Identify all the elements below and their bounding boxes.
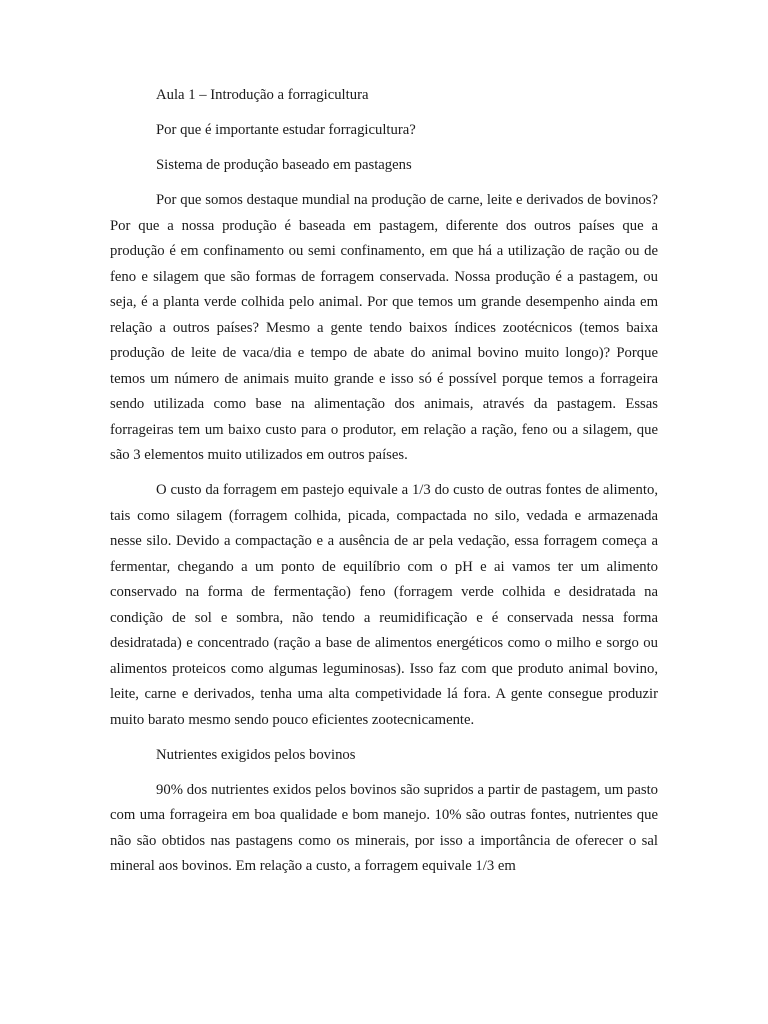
section-heading-pastures: Sistema de produção baseado em pastagens	[156, 157, 412, 173]
paragraph-forage-cost: O custo da forragem em pastejo equivale a 1/3 do custo de outras fontes de alimento, tais como silagem (forragem colhida, picada, compactada no silo, vedada e armazenada nesse silo. Devido a compactação e a ausência de ar pela vedação, essa forragem começa a fermentar, chegando a um ponto de equilíbrio com o pH e ai vamos ter um alimento conservado na forma de fermentação) feno (forragem verde colhida e desidratada na condição de sol e sombra, não tendo a reumidificação e é conservada nessa forma desidratada) e concentrado (ração a base de alimentos energéticos como o milho e sorgo ou alimentos proteicos como algumas leguminosas). Isso faz com que produto animal bovino, leite, carne e derivados, tenha uma alta competividade lá fora. A gente consegue produzir muito barato mesmo sendo pouco eficientes zootecnicamente.	[110, 482, 658, 728]
section-heading-nutrients: Nutrientes exigidos pelos bovinos	[156, 746, 356, 763]
paragraph-nutrients: 90% dos nutrientes exidos pelos bovinos são supridos a partir de pastagem, um pasto com uma forrageira em boa qualidade e bom manejo. 10% são outras fontes, nutrientes que não são obtidos nas pastagens como os minerais, por isso a importância de oferecer o sal mineral aos bovinos. Em relação a custo, a forragem equivale 1/3 em	[110, 781, 658, 874]
question-heading: Por que é importante estudar forragicultura?	[156, 122, 416, 138]
lesson-title: Aula 1 – Introdução a forragicultura	[156, 87, 369, 103]
paragraph-production: Por que somos destaque mundial na produção de carne, leite e derivados de bovinos? Por que a nossa produção é baseada em pastagem, diferente dos outros países que a produção é em confinamento ou semi confinamento, em que há a utilização de ração ou de feno e silagem que são formas de forragem conservada. Nossa produção é a pastagem, ou seja, é a planta verde colhida pelo animal. Por que temos um grande desempenho ainda em relação a outros países? Mesmo a gente tendo baixos índices zootécnicos (temos baixa produção de leite de vaca/dia e tempo de abate do animal bovino muito longo)? Porque temos um número de animais muito grande e isso só é possível porque temos a forrageira sendo utilizada como base na alimentação dos animais, através da pastagem. Essas forrageiras tem um baixo custo para o produtor, em relação a ração, feno ou a silagem, que são 3 elementos muito utilizados em outros países.	[110, 192, 658, 463]
document-body	[110, 83, 658, 889]
